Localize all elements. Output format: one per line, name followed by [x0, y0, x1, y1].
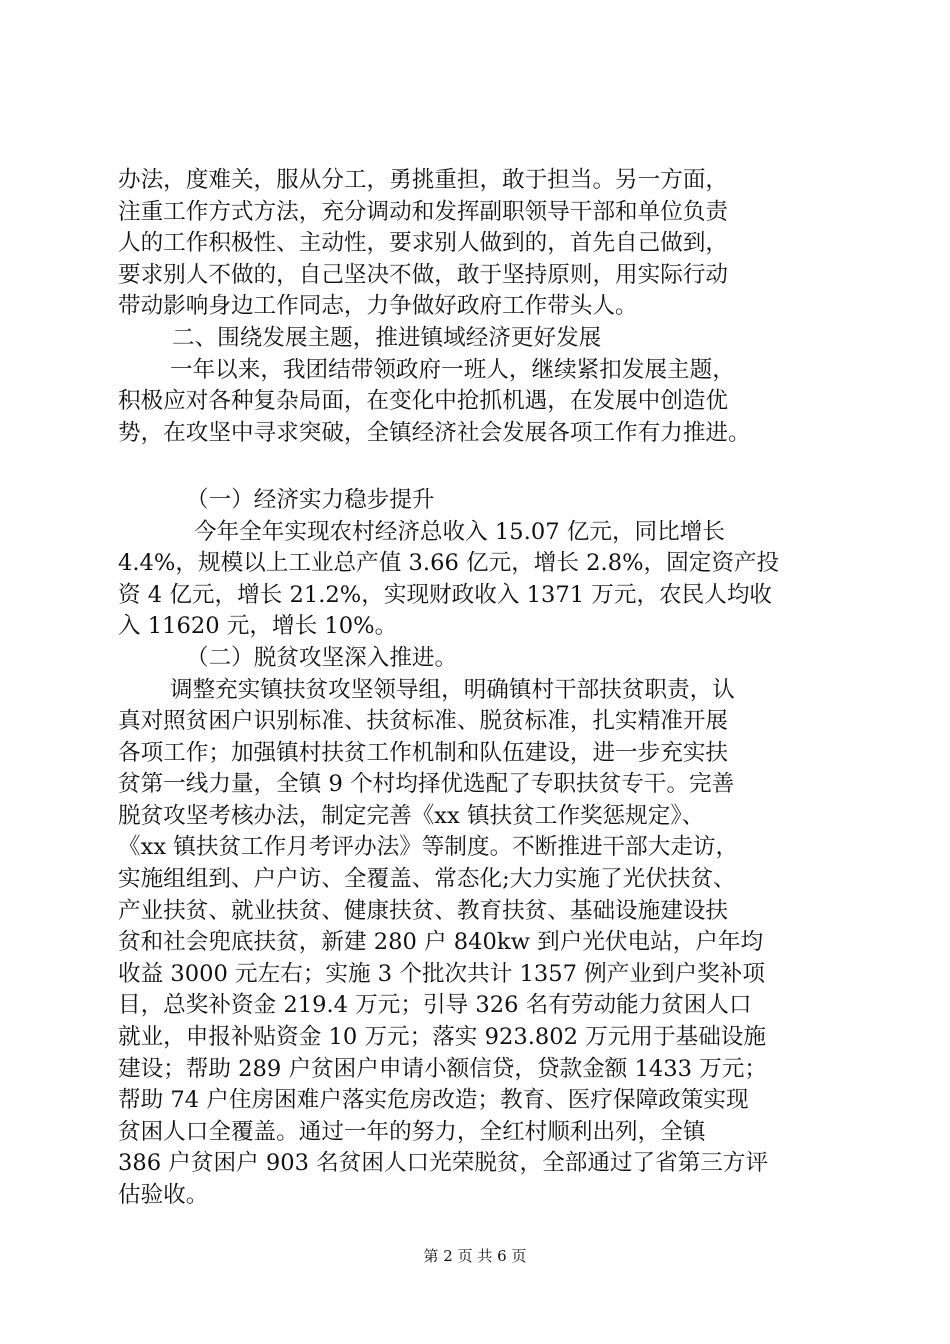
body-line: 帮助 74 户住房困难户落实危房改造；教育、医疗保障政策实现: [118, 1087, 749, 1114]
subsection-heading: （一）经济实力稳步提升: [186, 486, 435, 513]
body-line: 就业，申报补贴资金 10 万元；落实 923.802 万元用于基础设施: [118, 1024, 766, 1051]
body-line: 带动影响身边工作同志，力争做好政府工作带头人。: [118, 293, 638, 320]
body-line: 贫第一线力量，全镇 9 个村均择优选配了专职扶贫专干。完善: [118, 771, 735, 798]
body-line: 建设；帮助 289 户贫困户申请小额信贷，贷款金额 1433 万元；: [118, 1055, 768, 1082]
body-line: 《xx 镇扶贫工作月考评办法》等制度。不断推进干部大走访，: [118, 834, 739, 861]
body-line: 实施组组到、户户访、全覆盖、常态化;大力实施了光伏扶贫、: [118, 866, 736, 893]
body-line: 调整充实镇扶贫攻坚领导组，明确镇村干部扶贫职责，认: [170, 676, 735, 703]
page-footer: 第 2 页 共 6 页: [423, 1247, 527, 1265]
body-line: 386 户贫困户 903 名贫困人口光荣脱贫，全部通过了省第三方评: [118, 1150, 769, 1177]
body-line: 估验收。: [118, 1182, 209, 1208]
body-line: 贫和社会兜底扶贫，新建 280 户 840kw 到户光伏电站，户年均: [118, 929, 764, 956]
body-line: 4.4%，规模以上工业总产值 3.66 亿元，增长 2.8%，固定资产投: [118, 550, 780, 577]
body-line: 入 11620 元，增长 10%。: [118, 613, 398, 640]
document-body: [118, 165, 840, 1212]
body-line: 办法，度难关，服从分工，勇挑重担，敢于担当。另一方面，: [118, 167, 729, 193]
blank-line: [118, 449, 840, 481]
body-line: 积极应对各种复杂局面，在变化中抢抓机遇，在发展中创造优: [118, 388, 729, 415]
body-line: 贫困人口全覆盖。通过一年的努力，全红村顺利出列，全镇: [118, 1118, 706, 1145]
body-line: 脱贫攻坚考核办法，制定完善《xx 镇扶贫工作奖惩规定》、: [118, 802, 705, 829]
body-line: 一年以来，我团结带领政府一班人，继续紧扣发展主题，: [170, 356, 735, 383]
subsection-heading: （二）脱贫攻坚深入推进。: [186, 644, 458, 671]
body-line: 产业扶贫、就业扶贫、健康扶贫、教育扶贫、基础设施建设扶: [118, 897, 729, 924]
section-heading: 二、围绕发展主题，推进镇域经济更好发展: [172, 324, 602, 351]
body-line: 真对照贫困户识别标准、扶贫标准、脱贫标准，扎实精准开展: [118, 708, 729, 735]
body-line: 势，在攻坚中寻求突破，全镇经济社会发展各项工作有力推进。: [118, 419, 751, 446]
body-line: 注重工作方式方法，充分调动和发挥副职领导干部和单位负责: [118, 198, 729, 225]
body-line: 各项工作；加强镇村扶贫工作机制和队伍建设，进一步充实扶: [118, 739, 729, 766]
body-line: 资 4 亿元，增长 21.2%，实现财政收入 1371 万元，农民人均收: [118, 581, 773, 608]
body-line: 人的工作积极性、主动性，要求别人做到的，首先自己做到，: [118, 230, 729, 257]
body-line: 要求别人不做的，自己坚决不做，敢于坚持原则，用实际行动: [118, 261, 729, 288]
body-line: 目，总奖补资金 219.4 万元；引导 326 名有劳动能力贫困人口: [118, 992, 752, 1019]
body-line: 收益 3000 元左右；实施 3 个批次共计 1357 例产业到户奖补项: [118, 960, 765, 987]
body-line: 今年全年实现农村经济总收入 15.07 亿元，同比增长: [194, 518, 725, 545]
